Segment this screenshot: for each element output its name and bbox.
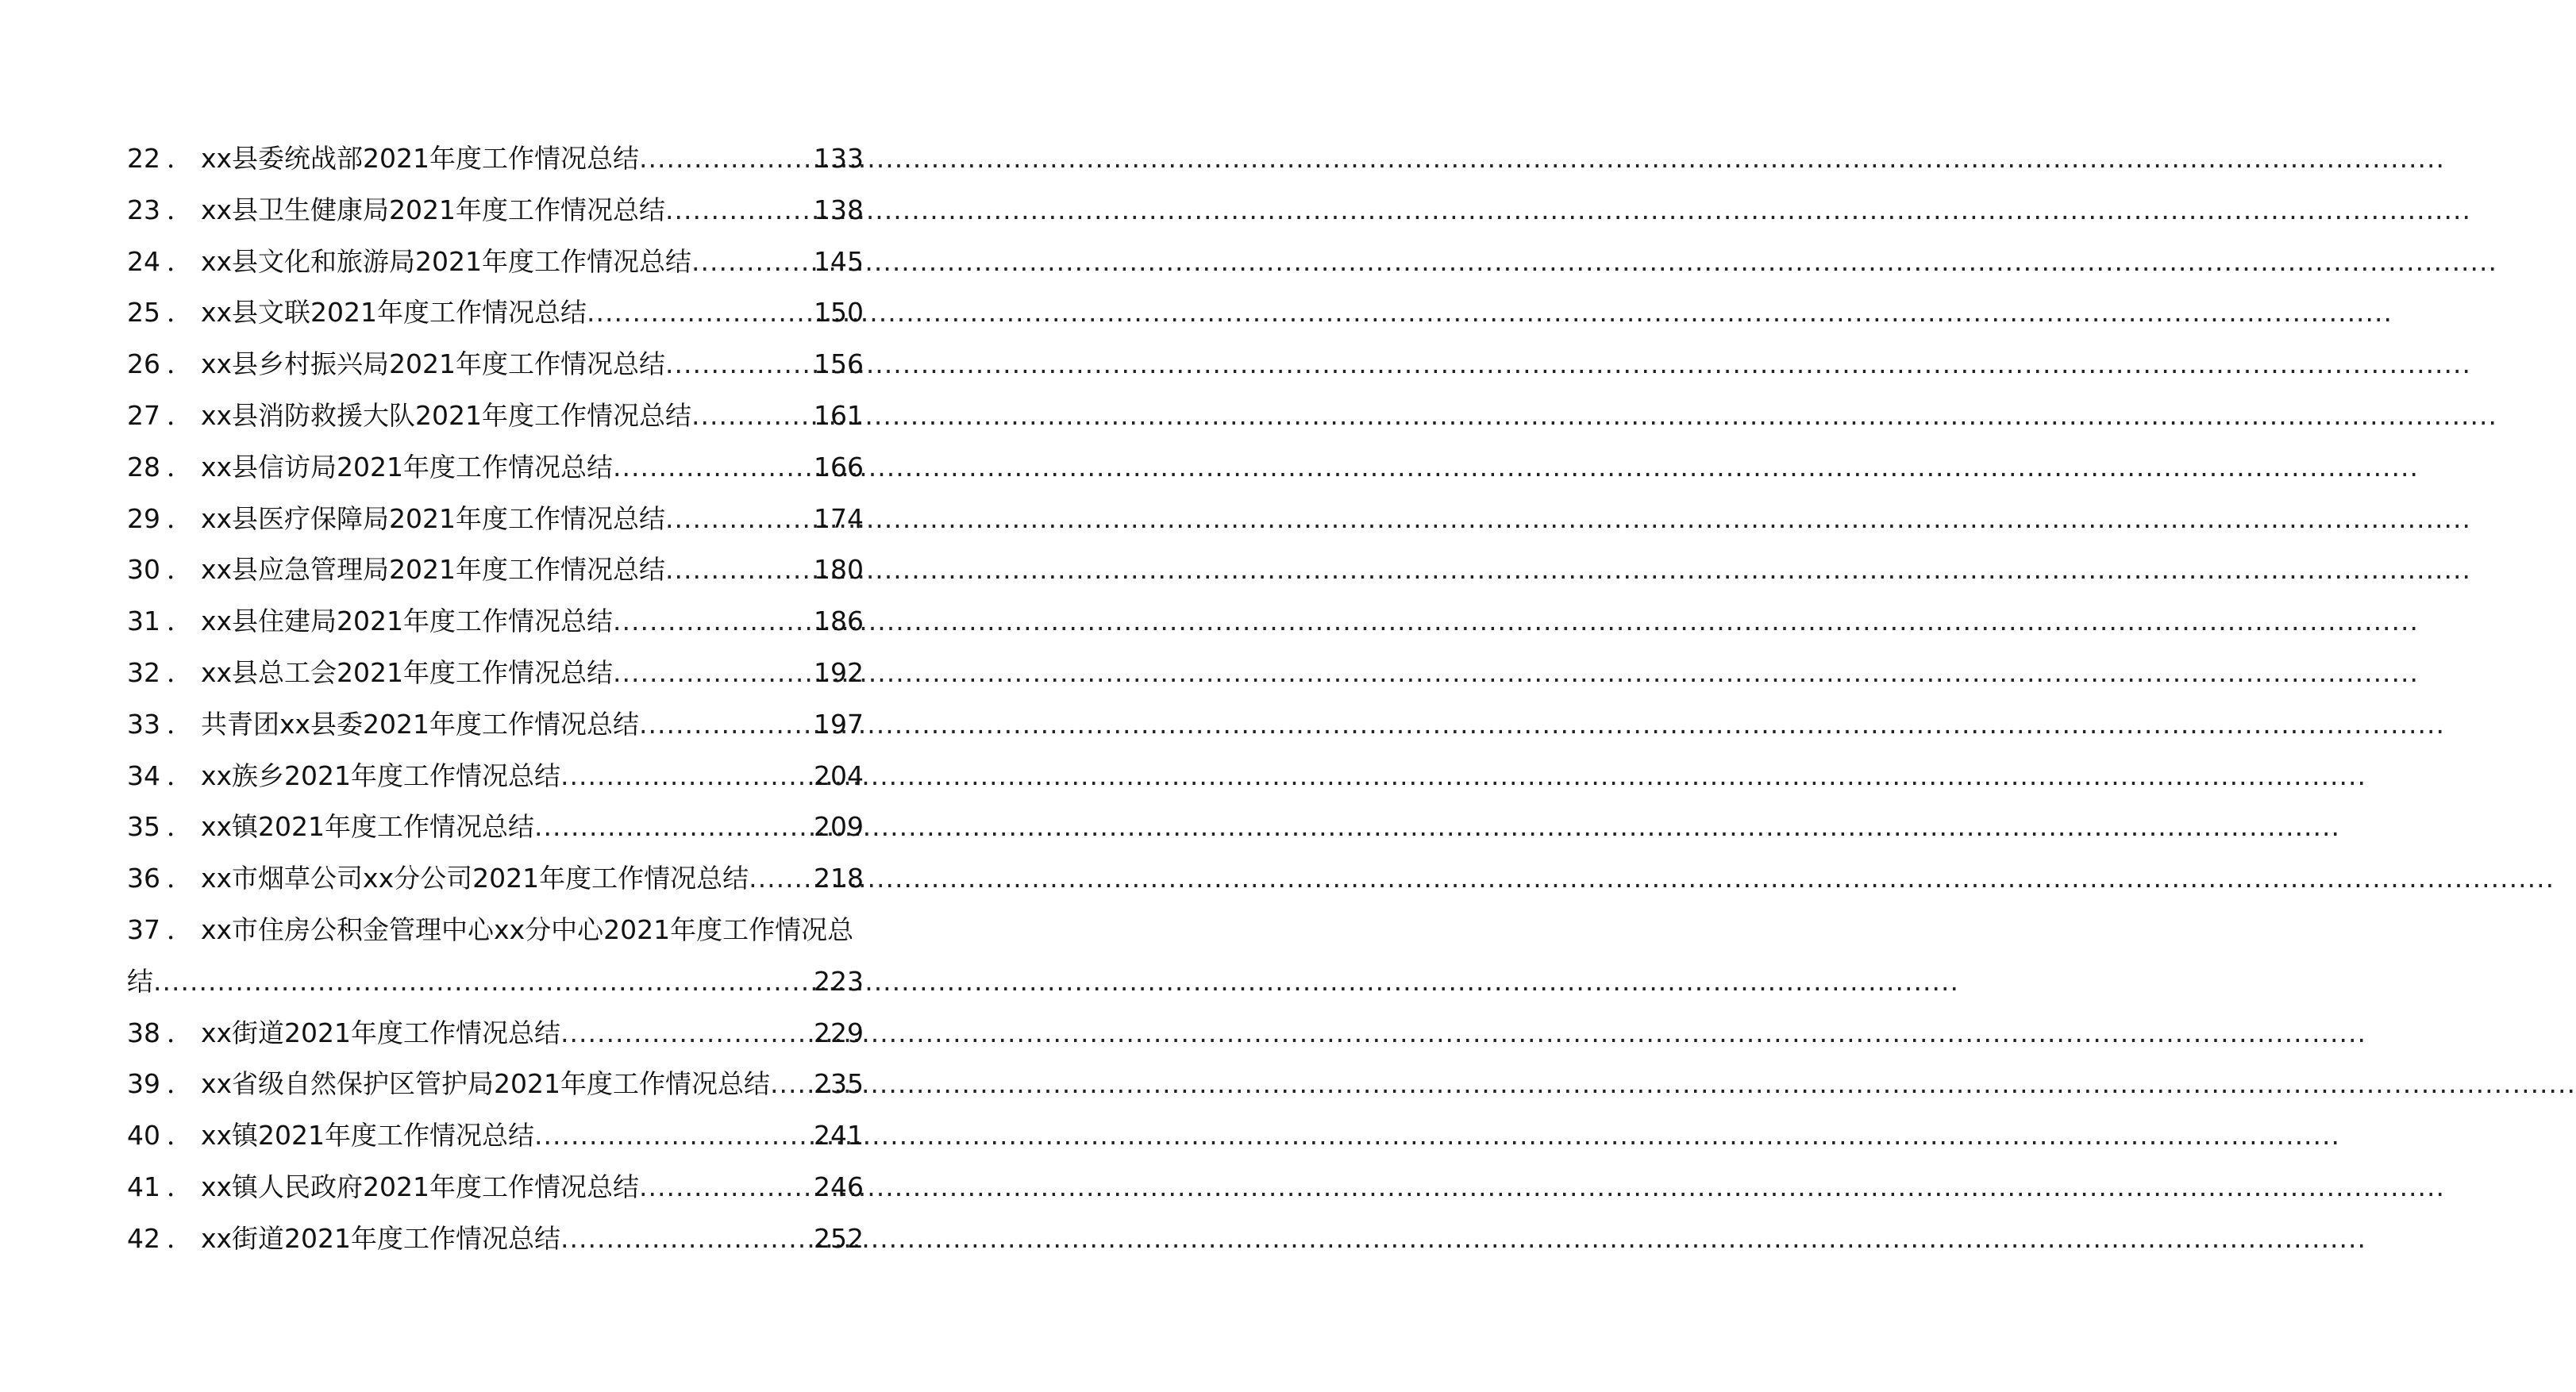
toc-entry-29[interactable] bbox=[127, 494, 864, 545]
entry-page-number: 161 bbox=[814, 399, 864, 431]
entry-title: xx县文联2021年度工作情况总结 bbox=[201, 297, 587, 329]
entry-page-number: 133 bbox=[814, 143, 864, 174]
entry-page-number: 166 bbox=[814, 451, 864, 483]
entry-number: 37 bbox=[127, 913, 160, 945]
table-of-contents bbox=[127, 133, 864, 1265]
entry-page-number: 204 bbox=[814, 759, 864, 791]
toc-entry-37[interactable] bbox=[127, 905, 864, 1008]
entry-number: 25 bbox=[127, 297, 160, 329]
entry-separator: ． bbox=[167, 863, 193, 894]
entry-title: xx县乡村振兴局2021年度工作情况总结 bbox=[201, 348, 666, 380]
entry-title: xx县文化和旅游局2021年度工作情况总结 bbox=[201, 245, 692, 277]
entry-page-number: 174 bbox=[814, 502, 864, 534]
entry-page-number: 156 bbox=[814, 348, 864, 380]
toc-entry-28[interactable] bbox=[127, 442, 864, 494]
entry-page-number: 252 bbox=[814, 1222, 864, 1254]
dot-leader bbox=[665, 185, 814, 236]
entry-title: xx县卫生健康局2021年度工作情况总结 bbox=[201, 194, 666, 225]
entry-separator: ． bbox=[167, 502, 193, 534]
entry-number: 38 bbox=[127, 1017, 160, 1048]
entry-title: xx镇2021年度工作情况总结 bbox=[201, 1120, 535, 1152]
dot-leader bbox=[560, 1213, 814, 1265]
entry-number: 39 bbox=[127, 1068, 160, 1100]
entry-separator: ． bbox=[167, 1171, 193, 1202]
entry-page-number: 229 bbox=[814, 1017, 864, 1048]
entry-number: 41 bbox=[127, 1171, 160, 1202]
dot-leader bbox=[691, 390, 814, 442]
entry-number: 35 bbox=[127, 811, 160, 843]
entry-separator: ． bbox=[167, 656, 193, 688]
entry-separator: ． bbox=[167, 1120, 193, 1152]
dot-leader bbox=[665, 544, 814, 596]
entry-separator: ． bbox=[167, 348, 193, 380]
entry-separator: ． bbox=[167, 759, 193, 791]
entry-page-number: 197 bbox=[814, 708, 864, 740]
entry-separator: ． bbox=[167, 708, 193, 740]
toc-entry-38[interactable] bbox=[127, 1008, 864, 1059]
dot-leader bbox=[534, 802, 814, 853]
entry-title: xx街道2021年度工作情况总结 bbox=[201, 1017, 561, 1048]
entry-number: 34 bbox=[127, 759, 160, 791]
entry-page-number: 150 bbox=[814, 297, 864, 329]
dot-leader bbox=[560, 1008, 814, 1059]
entry-page-number: 180 bbox=[814, 554, 864, 586]
entry-continuation-line bbox=[127, 956, 864, 1008]
entry-title: xx市烟草公司xx分公司2021年度工作情况总结 bbox=[201, 863, 749, 894]
toc-entry-33[interactable] bbox=[127, 699, 864, 751]
entry-number: 36 bbox=[127, 863, 160, 894]
dot-leader bbox=[749, 853, 814, 905]
entry-number: 23 bbox=[127, 194, 160, 225]
toc-entry-34[interactable] bbox=[127, 751, 864, 802]
dot-leader bbox=[639, 1162, 814, 1213]
entry-separator: ． bbox=[167, 554, 193, 586]
entry-page-number: 145 bbox=[814, 245, 864, 277]
entry-title: xx市住房公积金管理中心xx分中心2021年度工作情况总 bbox=[201, 913, 854, 945]
entry-title: xx县消防救援大队2021年度工作情况总结 bbox=[201, 399, 692, 431]
entry-page-number: 246 bbox=[814, 1171, 864, 1202]
entry-title: xx县总工会2021年度工作情况总结 bbox=[201, 656, 614, 688]
entry-separator: ． bbox=[167, 913, 193, 945]
toc-entry-25[interactable] bbox=[127, 287, 864, 339]
toc-entry-42[interactable] bbox=[127, 1213, 864, 1265]
entry-separator: ． bbox=[167, 1017, 193, 1048]
entry-number: 22 bbox=[127, 143, 160, 174]
entry-title: xx县医疗保障局2021年度工作情况总结 bbox=[201, 502, 666, 534]
dot-leader bbox=[587, 287, 814, 339]
entry-number: 28 bbox=[127, 451, 160, 483]
entry-page-number: 186 bbox=[814, 606, 864, 637]
toc-entry-36[interactable] bbox=[127, 853, 864, 905]
entry-first-line bbox=[127, 905, 864, 956]
dot-leader bbox=[560, 751, 814, 802]
toc-entry-27[interactable] bbox=[127, 390, 864, 442]
entry-page-number: 235 bbox=[814, 1068, 864, 1100]
dot-leader bbox=[153, 956, 814, 1008]
entry-separator: ． bbox=[167, 245, 193, 277]
entry-separator: ． bbox=[167, 1222, 193, 1254]
entry-title: xx县委统战部2021年度工作情况总结 bbox=[201, 143, 640, 174]
toc-entry-39[interactable] bbox=[127, 1059, 864, 1110]
entry-page-number: 218 bbox=[814, 863, 864, 894]
dot-leader bbox=[665, 339, 814, 390]
toc-entry-41[interactable] bbox=[127, 1162, 864, 1213]
toc-entry-22[interactable] bbox=[127, 133, 864, 185]
entry-number: 24 bbox=[127, 245, 160, 277]
entry-title: xx省级自然保护区管护局2021年度工作情况总结 bbox=[201, 1068, 771, 1100]
dot-leader bbox=[613, 648, 814, 699]
entry-number: 26 bbox=[127, 348, 160, 380]
entry-separator: ． bbox=[167, 606, 193, 637]
entry-page-number: 241 bbox=[814, 1120, 864, 1152]
entry-number: 30 bbox=[127, 554, 160, 586]
dot-leader bbox=[534, 1110, 814, 1162]
entry-title: xx族乡2021年度工作情况总结 bbox=[201, 759, 561, 791]
dot-leader bbox=[770, 1059, 814, 1110]
entry-separator: ． bbox=[167, 194, 193, 225]
entry-page-number: 223 bbox=[814, 965, 864, 997]
toc-entry-35[interactable] bbox=[127, 802, 864, 853]
entry-separator: ． bbox=[167, 451, 193, 483]
toc-entry-30[interactable] bbox=[127, 544, 864, 596]
entry-title: xx县住建局2021年度工作情况总结 bbox=[201, 606, 614, 637]
dot-leader bbox=[639, 133, 814, 185]
entry-separator: ． bbox=[167, 811, 193, 843]
entry-page-number: 192 bbox=[814, 656, 864, 688]
entry-number: 27 bbox=[127, 399, 160, 431]
entry-title-continuation: 结 bbox=[127, 965, 153, 997]
entry-separator: ． bbox=[167, 297, 193, 329]
dot-leader bbox=[691, 236, 814, 288]
dot-leader bbox=[665, 494, 814, 545]
dot-leader bbox=[613, 442, 814, 494]
entry-separator: ． bbox=[167, 399, 193, 431]
dot-leader bbox=[639, 699, 814, 751]
entry-number: 32 bbox=[127, 656, 160, 688]
entry-page-number: 138 bbox=[814, 194, 864, 225]
toc-entry-24[interactable] bbox=[127, 236, 864, 288]
toc-entry-31[interactable] bbox=[127, 596, 864, 648]
toc-entry-32[interactable] bbox=[127, 648, 864, 699]
entry-number: 42 bbox=[127, 1222, 160, 1254]
entry-title: xx街道2021年度工作情况总结 bbox=[201, 1222, 561, 1254]
toc-entry-23[interactable] bbox=[127, 185, 864, 236]
entry-number: 29 bbox=[127, 502, 160, 534]
entry-title: xx镇2021年度工作情况总结 bbox=[201, 811, 535, 843]
entry-separator: ． bbox=[167, 1068, 193, 1100]
entry-title: xx镇人民政府2021年度工作情况总结 bbox=[201, 1171, 640, 1202]
entry-number: 31 bbox=[127, 606, 160, 637]
entry-title: xx县信访局2021年度工作情况总结 bbox=[201, 451, 614, 483]
entry-number: 40 bbox=[127, 1120, 160, 1152]
entry-page-number: 209 bbox=[814, 811, 864, 843]
dot-leader bbox=[613, 596, 814, 648]
entry-separator: ． bbox=[167, 143, 193, 174]
entry-title: xx县应急管理局2021年度工作情况总结 bbox=[201, 554, 666, 586]
toc-entry-40[interactable] bbox=[127, 1110, 864, 1162]
entry-title: 共青团xx县委2021年度工作情况总结 bbox=[201, 708, 640, 740]
entry-number: 33 bbox=[127, 708, 160, 740]
toc-entry-26[interactable] bbox=[127, 339, 864, 390]
